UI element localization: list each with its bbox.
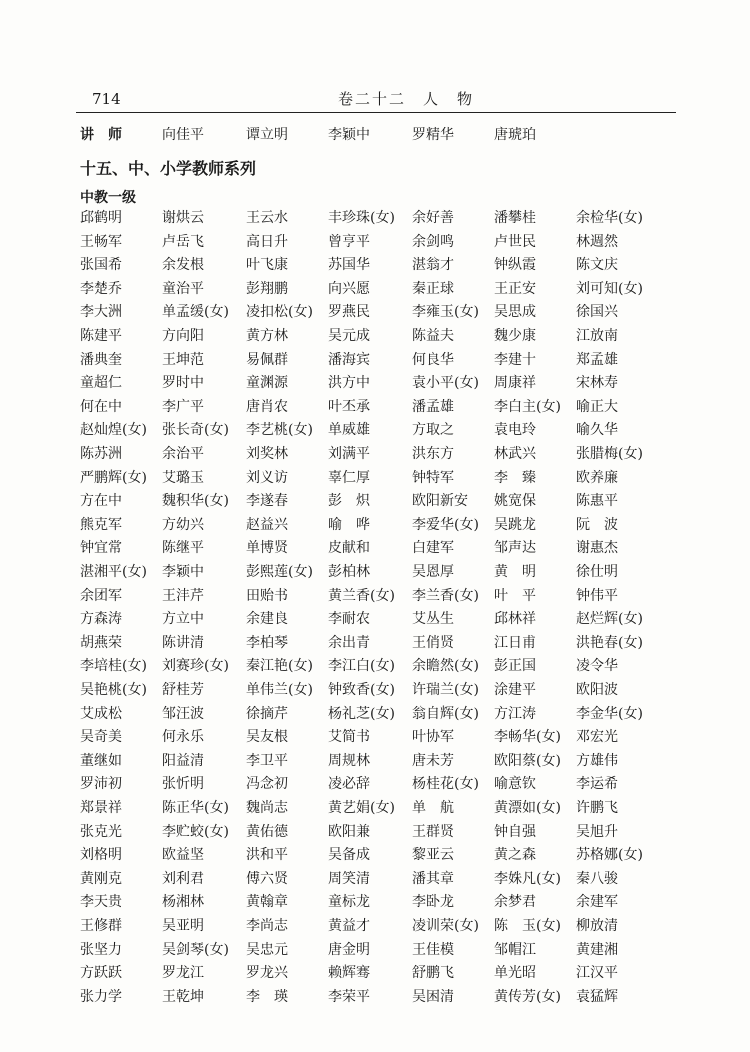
name-cell: 赖辉骞 (328, 965, 370, 982)
name-cell: 潘典奎 (80, 351, 122, 368)
lecturer-name: 向佳平 (162, 127, 204, 143)
name-cell: 李大洲 (80, 304, 122, 321)
name-cell: 彭翔鹏 (246, 280, 288, 297)
name-cell: 余剑鸣 (412, 233, 454, 250)
name-cell: 刘义访 (246, 469, 288, 486)
name-cell: 黄传芳(女) (494, 988, 561, 1005)
name-cell: 凌扣松(女) (246, 304, 313, 321)
name-cell: 黄刚克 (80, 870, 122, 887)
name-cell: 钟伟平 (576, 587, 618, 604)
name-cell: 余梦君 (494, 894, 536, 911)
name-cell: 李荣平 (328, 988, 370, 1005)
name-cell: 苏格娜(女) (576, 847, 643, 864)
name-cell: 吴思成 (494, 304, 536, 321)
name-cell: 李江白(女) (328, 658, 395, 675)
name-cell: 洪东方 (412, 446, 454, 462)
name-cell: 陈 玉(女) (494, 918, 561, 934)
name-cell: 杨桂花(女) (412, 776, 479, 793)
name-cell: 张力学 (80, 988, 122, 1005)
name-cell: 方取之 (412, 422, 454, 439)
name-cell: 罗沛初 (80, 776, 122, 793)
name-cell: 李天贵 (80, 894, 122, 911)
name-cell: 洪艳春(女) (576, 634, 643, 651)
name-cell: 袁电玲 (494, 422, 536, 439)
name-cell: 彭正国 (494, 658, 536, 675)
name-cell: 罗龙江 (162, 965, 204, 982)
name-cell: 林武兴 (494, 446, 536, 462)
name-cell: 洪方中 (328, 375, 370, 392)
name-cell: 王群贤 (412, 823, 454, 840)
name-cell: 余好善 (412, 210, 454, 226)
name-cell: 李贮蛟(女) (162, 823, 229, 840)
name-cell: 王正安 (494, 280, 536, 297)
name-cell: 江日甫 (494, 634, 536, 651)
name-cell: 艾简书 (328, 729, 370, 746)
name-cell: 刘满平 (328, 446, 370, 462)
name-cell: 吴旭升 (576, 823, 618, 840)
name-cell: 童治平 (162, 280, 204, 297)
name-cell: 欧阳波 (576, 682, 618, 698)
name-cell: 王修群 (80, 918, 122, 934)
name-cell: 李姝凡(女) (494, 870, 561, 887)
name-cell: 余出青 (328, 634, 370, 651)
name-cell: 邱鹤明 (80, 210, 122, 226)
name-cell: 黄佑德 (246, 823, 288, 840)
name-cell: 徐仕明 (576, 564, 618, 580)
page-header (76, 88, 676, 113)
name-cell: 罗燕民 (328, 304, 370, 321)
name-cell: 黎亚云 (412, 847, 454, 864)
name-cell: 童超仁 (80, 375, 122, 392)
name-cell: 李 瑛 (246, 988, 288, 1005)
name-cell: 方在中 (80, 493, 122, 510)
name-cell: 方向阳 (162, 328, 204, 344)
name-cell: 杨湘林 (162, 894, 204, 911)
name-cell: 吴奇美 (80, 729, 122, 746)
name-cell: 胡燕荣 (80, 634, 122, 651)
name-cell: 江汉平 (576, 965, 618, 982)
name-cell: 吴备成 (328, 847, 370, 864)
name-cell: 邹声达 (494, 540, 536, 557)
name-cell: 吴跳龙 (494, 516, 536, 533)
name-cell: 黄翰章 (246, 894, 288, 911)
name-cell: 李广平 (162, 398, 204, 415)
name-cell: 傅六贤 (246, 870, 288, 887)
name-cell: 何在中 (80, 398, 122, 415)
name-grid (80, 209, 680, 1005)
name-cell: 吴恩厚 (412, 564, 454, 580)
name-cell: 余发根 (162, 257, 204, 274)
name-cell: 王畅军 (80, 233, 122, 250)
name-cell: 秦八骏 (576, 870, 618, 887)
name-cell: 魏积华(女) (162, 493, 229, 510)
name-cell: 卢岳飞 (162, 233, 204, 250)
name-cell: 单光昭 (494, 965, 536, 982)
name-cell: 余建良 (246, 611, 288, 628)
name-cell: 喻 哗 (328, 516, 370, 533)
name-cell: 刘可知(女) (576, 280, 643, 297)
name-cell: 钟纵霞 (494, 257, 536, 274)
name-cell: 唐肖农 (246, 398, 288, 415)
running-title: 卷二十二 人 物 (338, 90, 475, 108)
name-cell: 唐未芳 (412, 752, 454, 769)
name-cell: 叶飞康 (246, 257, 288, 274)
name-cell: 宋林寿 (576, 375, 618, 392)
name-cell: 陈正华(女) (162, 800, 229, 816)
name-cell: 徐摘芹 (246, 705, 288, 722)
lecturer-name: 唐琥珀 (494, 127, 536, 143)
name-cell: 邱林祥 (494, 611, 536, 628)
name-cell: 喻意钦 (494, 776, 536, 793)
name-cell: 喻久华 (576, 422, 618, 439)
name-cell: 潘攀桂 (494, 210, 536, 226)
name-cell: 董继如 (80, 752, 122, 769)
name-cell: 刘赛珍(女) (162, 658, 229, 675)
name-cell: 单伟兰(女) (246, 682, 313, 698)
name-cell: 欧养廉 (576, 469, 618, 486)
name-cell: 袁猛辉 (576, 988, 618, 1005)
name-cell: 方立中 (162, 611, 204, 628)
name-cell: 田贻书 (246, 587, 288, 604)
name-cell: 方幼兴 (162, 516, 204, 533)
lecturer-name: 罗精华 (412, 127, 454, 143)
name-cell: 张国希 (80, 257, 122, 274)
name-cell: 陈益夫 (412, 328, 454, 344)
name-cell: 辜仁厚 (328, 469, 370, 486)
name-cell: 余治平 (162, 446, 204, 462)
name-cell: 赵烂辉(女) (576, 611, 643, 628)
name-cell: 周规林 (328, 752, 370, 769)
name-cell: 熊克军 (80, 516, 122, 533)
name-cell: 翁自辉(女) (412, 705, 479, 722)
name-cell: 李培桂(女) (80, 658, 147, 675)
name-cell: 李雍玉(女) (412, 304, 479, 321)
name-cell: 钟宜常 (80, 540, 122, 557)
name-cell: 湛湘平(女) (80, 564, 147, 580)
name-cell: 凌训荣(女) (412, 918, 479, 934)
name-cell: 欧阳兼 (328, 823, 370, 840)
name-cell: 罗龙兴 (246, 965, 288, 982)
name-cell: 方跃跃 (80, 965, 122, 982)
name-cell: 王沣芹 (162, 587, 204, 604)
name-cell: 张长奇(女) (162, 422, 229, 439)
name-cell: 方森涛 (80, 611, 122, 628)
name-cell: 郑孟雄 (576, 351, 618, 368)
name-cell: 曾亨平 (328, 233, 370, 250)
name-cell: 高日升 (246, 233, 288, 250)
name-cell: 谢烘云 (162, 210, 204, 226)
name-cell: 黄建湘 (576, 941, 618, 958)
name-cell: 丰珍珠(女) (328, 210, 395, 226)
name-cell: 吴元成 (328, 328, 370, 344)
name-cell: 罗时中 (162, 375, 204, 392)
name-cell: 江放南 (576, 328, 618, 344)
name-cell: 余瞻然(女) (412, 658, 479, 675)
name-cell: 潘海宾 (328, 351, 370, 368)
name-cell: 刘奖林 (246, 446, 288, 462)
name-cell: 彭柏林 (328, 564, 370, 580)
name-cell: 艾璐玉 (162, 469, 204, 486)
name-cell: 邹帽江 (494, 941, 536, 958)
name-cell: 黄漂如(女) (494, 800, 561, 816)
lecturer-name: 李颖中 (328, 127, 370, 143)
name-cell: 李卫平 (246, 752, 288, 769)
name-cell: 吴忠元 (246, 941, 288, 958)
name-cell: 凌必辞 (328, 776, 370, 793)
name-cell: 何永乐 (162, 729, 204, 746)
name-cell: 许瑞兰(女) (412, 682, 479, 698)
name-cell: 王坤范 (162, 351, 204, 368)
name-cell: 艾成松 (80, 705, 122, 722)
name-cell: 黄方林 (246, 328, 288, 344)
name-cell: 邓宏光 (576, 729, 618, 746)
name-cell: 方江涛 (494, 705, 536, 722)
name-cell: 李艺桃(女) (246, 422, 313, 439)
name-cell: 欧益坚 (162, 847, 204, 864)
name-cell: 李卧龙 (412, 894, 454, 911)
name-cell: 张克光 (80, 823, 122, 840)
name-cell: 许鹏飞 (576, 800, 618, 816)
name-cell: 喻正大 (576, 398, 618, 415)
name-cell: 李白主(女) (494, 398, 561, 415)
name-cell: 李运希 (576, 776, 618, 793)
name-cell: 单孟缓(女) (162, 304, 229, 321)
name-cell: 黄兰香(女) (328, 587, 395, 604)
section-title: 十五、中、小学教师系列 (80, 159, 257, 178)
name-cell: 刘利君 (162, 870, 204, 887)
name-cell: 周笑清 (328, 870, 370, 887)
name-cell: 秦正球 (412, 280, 454, 297)
name-cell: 黄 明 (494, 564, 536, 580)
name-cell: 王俏贤 (412, 634, 454, 651)
name-cell: 钟自强 (494, 823, 536, 840)
name-cell: 王乾坤 (162, 988, 204, 1005)
name-cell: 陈文庆 (576, 257, 618, 274)
name-cell: 白建军 (412, 540, 454, 557)
name-cell: 陈苏洲 (80, 446, 122, 462)
name-cell: 叶丕承 (328, 398, 370, 415)
name-cell: 童渊源 (246, 375, 288, 392)
name-cell: 艾丛生 (412, 611, 454, 628)
name-cell: 袁小平(女) (412, 375, 479, 392)
name-cell: 何良华 (412, 351, 454, 368)
name-cell: 钟特军 (412, 469, 454, 486)
name-cell: 欧阳蔡(女) (494, 752, 561, 769)
name-cell: 皮献和 (328, 540, 370, 557)
name-cell: 严鹏辉(女) (80, 469, 147, 486)
name-cell: 叶协军 (412, 729, 454, 746)
name-cell: 谢惠杰 (576, 540, 618, 557)
name-cell: 王云水 (246, 210, 288, 226)
name-cell: 吴友根 (246, 729, 288, 746)
name-cell: 吴剑琴(女) (162, 941, 229, 958)
name-cell: 余建军 (576, 894, 618, 911)
name-cell: 李颖中 (162, 564, 204, 580)
name-cell: 单威雄 (328, 422, 370, 439)
name-cell: 潘孟雄 (412, 398, 454, 415)
name-cell: 陈惠平 (576, 493, 618, 510)
name-cell: 张腊梅(女) (576, 446, 643, 462)
lecturer-label: 讲师 (80, 127, 136, 143)
lecturer-row (80, 124, 680, 148)
name-cell: 李楚乔 (80, 280, 122, 297)
name-cell: 涂建平 (494, 682, 536, 698)
name-cell: 秦江艳(女) (246, 658, 313, 675)
name-cell: 李 臻 (494, 469, 536, 486)
name-cell: 方雄伟 (576, 752, 618, 769)
name-cell: 李建十 (494, 351, 536, 368)
name-cell: 张坚力 (80, 941, 122, 958)
name-cell: 赵灿煌(女) (80, 422, 147, 439)
name-cell: 陈建平 (80, 328, 122, 344)
name-cell: 唐金明 (328, 941, 370, 958)
name-cell: 张忻明 (162, 776, 204, 793)
name-cell: 钟致香(女) (328, 682, 395, 698)
name-cell: 吴困清 (412, 988, 454, 1005)
name-cell: 彭 炽 (328, 493, 370, 510)
lecturer-name: 谭立明 (246, 127, 288, 143)
name-cell: 叶 平 (494, 587, 536, 604)
name-cell: 舒鹏飞 (412, 965, 454, 982)
name-cell: 冯念初 (246, 776, 288, 793)
name-cell: 余团军 (80, 587, 122, 604)
name-cell: 杨礼芝(女) (328, 705, 395, 722)
name-cell: 王佳模 (412, 941, 454, 958)
name-cell: 单 航 (412, 800, 454, 816)
name-cell: 苏国华 (328, 257, 370, 274)
name-cell: 李爱华(女) (412, 516, 479, 533)
name-cell: 李柏琴 (246, 634, 288, 651)
name-cell: 邹汪波 (162, 705, 204, 722)
name-cell: 李遂春 (246, 493, 288, 510)
section-subtitle: 中教一级 (80, 190, 136, 206)
name-cell: 郑景祥 (80, 800, 122, 816)
name-cell: 单博贤 (246, 540, 288, 557)
name-cell: 黄艺娟(女) (328, 800, 395, 816)
name-cell: 欧阳新安 (412, 493, 468, 510)
name-cell: 吴艳桃(女) (80, 682, 147, 698)
name-cell: 李耐农 (328, 611, 370, 628)
name-cell: 陈继平 (162, 540, 204, 557)
name-cell: 彭熙莲(女) (246, 564, 313, 580)
name-cell: 魏尚志 (246, 800, 288, 816)
name-cell: 黄之森 (494, 847, 536, 864)
page-number: 714 (92, 90, 121, 108)
name-cell: 刘格明 (80, 847, 122, 864)
name-cell: 吴亚明 (162, 918, 204, 934)
name-cell: 林週然 (576, 233, 618, 250)
name-cell: 姚宽保 (494, 493, 536, 510)
name-cell: 李畅华(女) (494, 729, 561, 746)
name-cell: 凌令华 (576, 658, 618, 675)
name-cell: 向兴愿 (328, 280, 370, 297)
name-cell: 阳益清 (162, 752, 204, 769)
name-cell: 李金华(女) (576, 705, 643, 722)
name-cell: 柳放清 (576, 918, 618, 934)
name-cell: 魏少康 (494, 328, 536, 344)
name-cell: 赵益兴 (246, 516, 288, 533)
name-cell: 湛翁才 (412, 257, 454, 274)
name-cell: 黄益才 (328, 918, 370, 934)
name-cell: 余检华(女) (576, 210, 643, 226)
name-cell: 阮 波 (576, 516, 618, 533)
name-cell: 卢世民 (494, 233, 536, 250)
name-cell: 易佩群 (246, 351, 288, 368)
name-cell: 周康祥 (494, 375, 536, 392)
name-cell: 潘其章 (412, 870, 454, 887)
name-cell: 舒桂芳 (162, 682, 204, 698)
name-cell: 李兰香(女) (412, 587, 479, 604)
name-cell: 童标龙 (328, 894, 370, 911)
name-cell: 徐国兴 (576, 304, 618, 321)
name-cell: 李尚志 (246, 918, 288, 934)
name-cell: 陈讲清 (162, 634, 204, 651)
name-cell: 洪和平 (246, 847, 288, 864)
